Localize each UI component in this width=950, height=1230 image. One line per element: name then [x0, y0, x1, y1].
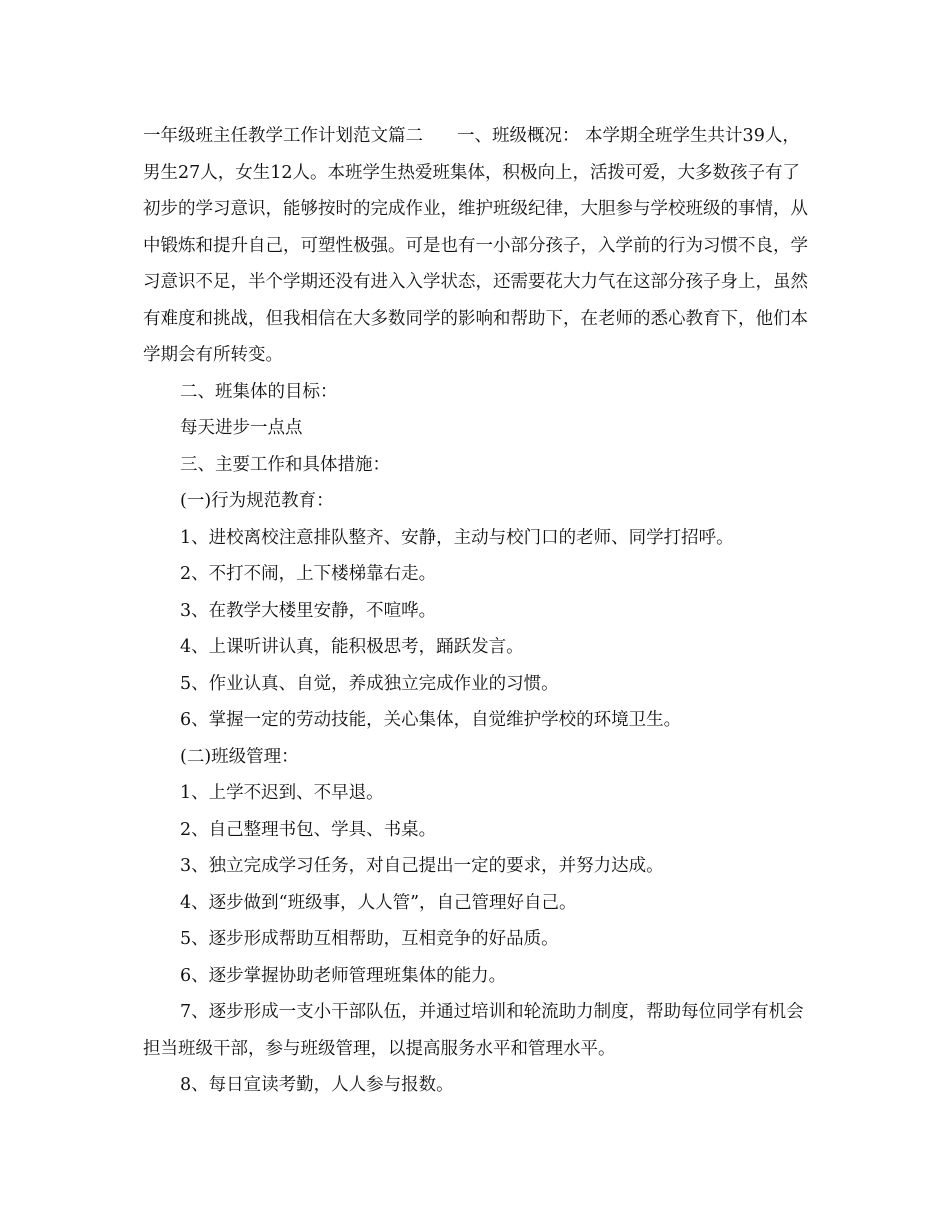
- list-item: 1、进校离校注意排队整齐、安静，主动与校门口的老师、同学打招呼。: [180, 527, 734, 548]
- list-item: 4、上课听讲认真，能积极思考，踊跃发言。: [180, 637, 524, 657]
- list-item: 2、自己整理书包、学具、书桌。: [180, 819, 437, 840]
- list-item: 3、独立完成学习任务，对自己提出一定的要求，并努力达成。: [180, 856, 664, 876]
- list-item: 5、逐步形成帮助互相帮助，互相竞争的好品质。: [180, 929, 559, 949]
- section-measures-heading: 三、主要工作和具体措施：: [180, 454, 390, 475]
- list-item: 3、在教学大楼里安静，不喧哗。: [180, 600, 437, 621]
- list-item: 7、逐步形成一支小干部队伍，并通过培训和轮流助力制度，帮助每位同学有机会担当班级干部，参与班级管理，以提高服务水平和管理水平。: [143, 1002, 804, 1059]
- list-item: 4、逐步做到“班级事，人人管”，自己管理好自己。: [180, 892, 577, 913]
- list-item: 6、逐步掌握协助老师管理班集体的能力。: [180, 965, 507, 986]
- list-item: 8、每日宣读考勤，人人参与报数。: [180, 1075, 454, 1095]
- class-overview-text: 一、班级概况： 本学期全班学生共计39人，男生27人，女生12人。本班学生热爱班集体，积极向上，活拨可爱，大多数孩子有了初步的学习意识，能够按时的完成作业，维护班级纪律，大胆参与学校班级的事情，从中锻炼和提升自己，可塑性极强。可是也有一小部分孩子，入学前的行为习惯不良，学习意识不足，半个学期还没有进入入学状态，还需要花大力气在这部分孩子身上，虽然有难度和挑战，但我相信在大多数同学的影响和帮助下，在老师的悉心教育下，他们本学期会有所转变。: [143, 126, 808, 365]
- list-item: 2、不打不闹，上下楼梯靠右走。: [180, 564, 437, 584]
- subsection-behavior-heading: (一)行为规范教育：: [180, 491, 334, 511]
- list-item: 5、作业认真、自觉，养成独立完成作业的习惯。: [180, 673, 559, 694]
- goal-text: 每天进步一点点: [180, 418, 303, 438]
- section-goal-heading: 二、班集体的目标：: [180, 381, 338, 402]
- document-title: 一年级班主任教学工作计划范文篇二: [143, 126, 423, 146]
- list-item: 1、上学不迟到、不早退。: [180, 783, 384, 803]
- subsection-management-heading: (二)班级管理：: [180, 746, 299, 767]
- document-body: [143, 118, 811, 1104]
- intro-paragraph: [143, 118, 811, 374]
- list-item: 6、掌握一定的劳动技能，关心集体，自觉维护学校的环境卫生。: [180, 710, 682, 730]
